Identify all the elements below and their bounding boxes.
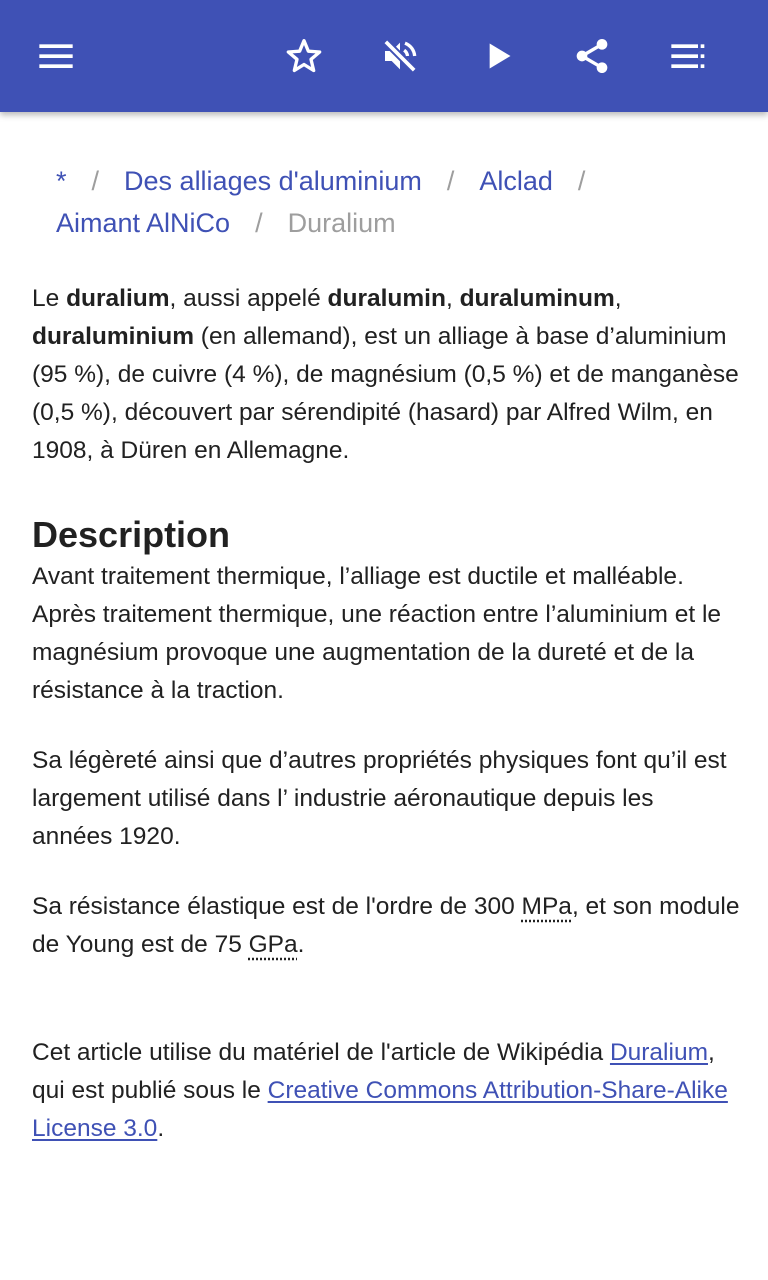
- properties-text: Sa résistance élastique est de l'ordre de 300: [32, 893, 522, 920]
- properties-text: .: [297, 931, 305, 958]
- contents-button[interactable]: [656, 24, 720, 88]
- intro-bold-term: duralium: [66, 285, 170, 312]
- breadcrumb-link-alclad[interactable]: Alclad: [479, 166, 553, 196]
- favorite-button[interactable]: [272, 24, 336, 88]
- share-button[interactable]: [560, 24, 624, 88]
- share-icon: [572, 36, 612, 76]
- wikipedia-article-link[interactable]: Duralium: [609, 1039, 708, 1066]
- play-icon: [478, 36, 518, 76]
- menu-button[interactable]: [24, 24, 88, 88]
- description-paragraph: Sa légèreté ainsi que d’autres propriétés physiques font qu’il est largement utilisé dans l’ industrie aéronautique depuis les années 1920.: [32, 747, 727, 850]
- abbr-mpa[interactable]: MPa: [521, 893, 572, 920]
- breadcrumb-link-alnico[interactable]: Aimant AlNiCo: [56, 208, 231, 238]
- description-paragraph: Avant traitement thermique, l’alliage est ductile et malléable. Après traitement thermique, une réaction entre l’aluminium et le magnésium provoque une augmentation de la dureté et de la résistance à la traction.: [32, 563, 722, 704]
- breadcrumb: [56, 160, 716, 244]
- breadcrumb-separator: /: [577, 166, 586, 196]
- breadcrumb-link-home[interactable]: *: [56, 166, 67, 196]
- intro-text: , aussi appelé: [169, 285, 328, 312]
- volume-off-icon: [380, 36, 420, 76]
- star-outline-icon: [284, 36, 324, 76]
- license-link[interactable]: Creative Commons Attribution-Share-Alike License 3.0: [32, 1077, 728, 1142]
- intro-text: (en allemand), est un alliage à base d’aluminium (95 %), de cuivre (4 %), de magnésium (0,5 %) et de manganèse (0,5 %), découvert par sérendipité (hasard) par Alfred Wilm, en 1908, à Düren en Allemagne.: [32, 323, 739, 464]
- breadcrumb-separator: /: [91, 166, 100, 196]
- menu-icon: [36, 36, 76, 76]
- intro-bold-term: duralumin: [327, 285, 446, 312]
- breadcrumb-separator: /: [446, 166, 455, 196]
- abbr-gpa[interactable]: GPa: [248, 931, 298, 958]
- breadcrumb-current: Duralium: [287, 208, 396, 238]
- breadcrumb-link-aluminium-alloys[interactable]: Des alliages d'aluminium: [124, 166, 422, 196]
- attribution-text: , qui est publié sous le: [32, 1039, 715, 1104]
- app-bar: [0, 0, 768, 112]
- breadcrumb-separator: /: [255, 208, 263, 238]
- attribution-text: Cet article utilise du matériel de l'article de Wikipédia: [32, 1039, 610, 1066]
- play-button[interactable]: [466, 24, 530, 88]
- intro-bold-term: duraluminium: [32, 323, 194, 350]
- attribution-text: .: [157, 1115, 165, 1142]
- list-menu-icon: [668, 36, 708, 76]
- article-content: [32, 160, 740, 1148]
- attribution-paragraph: [32, 1034, 740, 1148]
- intro-text: ,: [614, 285, 622, 312]
- section-heading-description: Description: [32, 514, 231, 555]
- intro-paragraph: [32, 280, 740, 470]
- properties-text: , et son module de Young est de 75: [32, 893, 740, 958]
- intro-text: Le: [32, 285, 67, 312]
- mute-button[interactable]: [368, 24, 432, 88]
- properties-paragraph: [32, 888, 740, 964]
- intro-bold-term: duraluminum: [459, 285, 615, 312]
- intro-text: ,: [445, 285, 460, 312]
